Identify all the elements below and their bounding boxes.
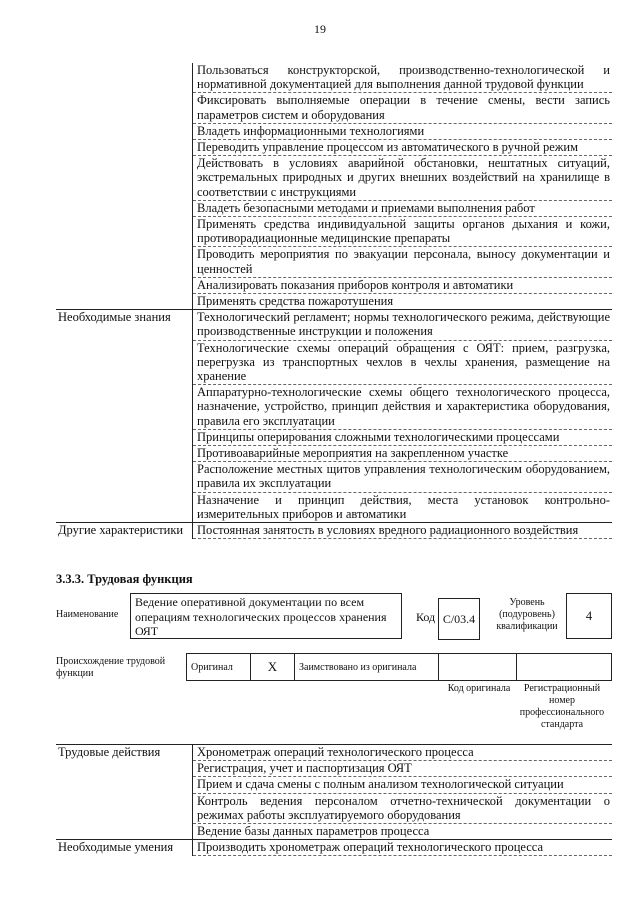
- skill-item: Переводить управление процессом из автоматического в ручной режим: [193, 140, 613, 156]
- action-item: Регистрация, учет и паспортизация ОЯТ: [193, 761, 613, 777]
- skill-item: Пользоваться конструкторской, производственно-технологической и нормативной документацией для выполнения данной трудовой функции: [193, 63, 613, 93]
- registration-number-cell: [517, 654, 611, 680]
- table-row: [56, 745, 612, 761]
- skill-item: Применять средства индивидуальной защиты органов дыхания и кожи, противорадиационные медицинские препараты: [193, 217, 613, 247]
- table-row: [56, 446, 612, 462]
- skill-item: Фиксировать выполняемые операции в течение смены, вести запись параметров систем и оборудования: [193, 93, 613, 123]
- action-item: Прием и сдача смены с полным анализом технологической ситуации: [193, 777, 613, 793]
- table-row: [56, 462, 612, 492]
- page-number: 19: [314, 22, 326, 36]
- code-label: Код: [416, 610, 436, 624]
- table-row: [56, 140, 612, 156]
- table-row: [56, 340, 612, 385]
- function-name: Ведение оперативной документации по всем операциям технологических процессов хранения ОЯТ: [130, 593, 402, 639]
- original-code-cell: [439, 654, 517, 680]
- skill-item: Владеть информационными технологиями: [193, 123, 613, 139]
- skill-item: Анализировать показания приборов контроля и автоматики: [193, 277, 613, 293]
- table-row: [56, 523, 612, 539]
- table-row: [56, 761, 612, 777]
- table-row: [56, 63, 612, 93]
- table-row: [56, 277, 612, 293]
- registration-number-caption: Регистрационный номер профессионального стандарта: [519, 683, 605, 730]
- table-row: [56, 123, 612, 139]
- table-row: [56, 793, 612, 823]
- knowledge-item: Назначение и принцип действия, места установок контрольно-измерительных приборов и автоматики: [193, 492, 613, 522]
- borrowed-cell: Заимствовано из оригинала: [295, 654, 439, 680]
- knowledge-item: Аппаратурно-технологические схемы общего технологического процесса, назначение, устройство, принцип действия и характеристика оборудования, правила его эксплуатации: [193, 385, 613, 430]
- skills-label: Необходимые умения: [56, 840, 193, 856]
- table-row: [56, 294, 612, 310]
- knowledge-item: Технологический регламент; нормы технологического режима, действующие производственные инструкции и положения: [193, 310, 613, 340]
- table-row: [56, 777, 612, 793]
- skill-item: Проводить мероприятия по эвакуации персонала, выносу документации и ценностей: [193, 247, 613, 277]
- section-title: 3.3.3. Трудовая функция: [56, 572, 193, 586]
- table-row: [56, 429, 612, 445]
- action-item: Ведение базы данных параметров процесса: [193, 824, 613, 840]
- knowledge-label: Необходимые знания: [56, 310, 193, 340]
- table-row: [56, 93, 612, 123]
- other-characteristics-label: Другие характеристики: [56, 523, 193, 539]
- table-row: [56, 492, 612, 522]
- knowledge-item: Принципы оперирования сложными технологическими процессами: [193, 429, 613, 445]
- original-cell: Оригинал: [187, 654, 251, 680]
- knowledge-item: Расположение местных щитов управления технологическим оборудованием, правила их эксплуатации: [193, 462, 613, 492]
- origin-row: [186, 653, 612, 681]
- action-item: Хронометраж операций технологического процесса: [193, 745, 613, 761]
- actions-label: Трудовые действия: [56, 745, 193, 761]
- action-item: Контроль ведения персоналом отчетно-технической документации о режимах работы эксплуатируемого оборудования: [193, 793, 613, 823]
- table-row: [56, 247, 612, 277]
- function-code: С/03.4: [438, 598, 480, 640]
- name-label: Наименование: [56, 609, 119, 620]
- origin-label: Происхождение трудовой функции: [56, 656, 166, 679]
- original-code-caption: Код оригинала: [447, 683, 511, 694]
- skill-item: Производить хронометраж операций технологического процесса: [193, 840, 613, 856]
- table-row: [56, 156, 612, 201]
- skill-item: Владеть безопасными методами и приемами выполнения работ: [193, 200, 613, 216]
- skill-item: Применять средства пожаротушения: [193, 294, 613, 310]
- table-row: [56, 824, 612, 840]
- labor-actions-table: [56, 744, 612, 856]
- table-row: [56, 310, 612, 340]
- table-row: [56, 200, 612, 216]
- skills-knowledge-table: [56, 63, 612, 539]
- table-row: [56, 840, 612, 856]
- original-mark: X: [251, 654, 295, 680]
- other-characteristics-item: Постоянная занятость в условиях вредного радиационного воздействия: [193, 523, 613, 539]
- skill-item: Действовать в условиях аварийной обстановки, нештатных ситуаций, экстремальных природных и других внешних воздействий на хранилище в соответствии с инструкциями: [193, 156, 613, 201]
- knowledge-item: Технологические схемы операций обращения с ОЯТ: прием, разгрузка, перегрузка из транспортных чехлов в чехлы хранения, размещение на хранение: [193, 340, 613, 385]
- qualification-level: 4: [566, 593, 612, 639]
- qualification-level-label: Уровень (подуровень) квалификации: [496, 597, 558, 632]
- table-row: [56, 217, 612, 247]
- table-row: [56, 385, 612, 430]
- knowledge-item: Противоаварийные мероприятия на закрепленном участке: [193, 446, 613, 462]
